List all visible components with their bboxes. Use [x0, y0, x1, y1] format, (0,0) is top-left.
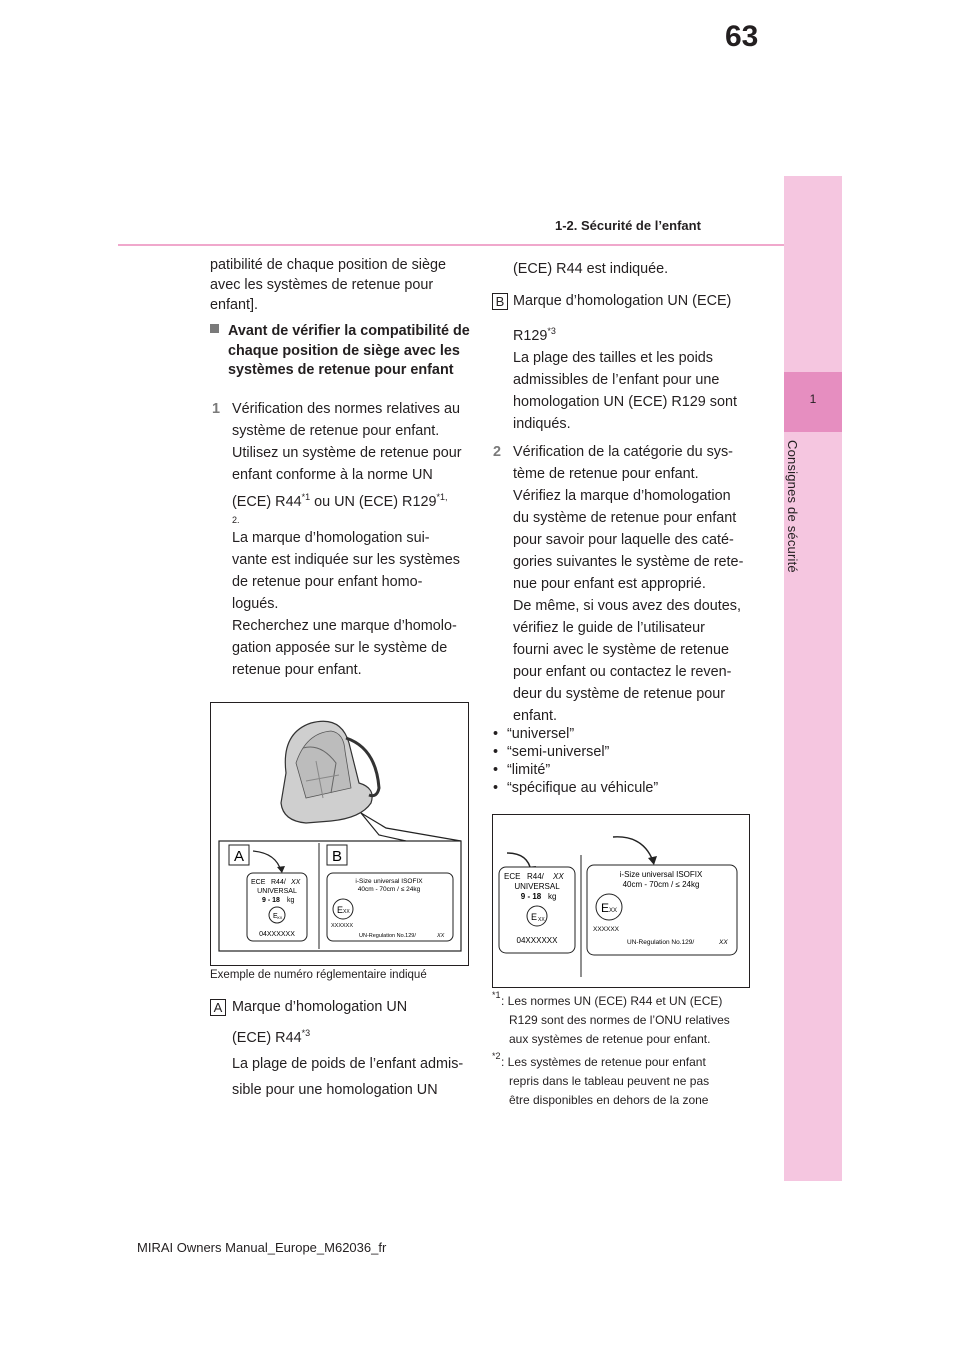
- item-b: [492, 290, 772, 435]
- item-b-label: B: [492, 293, 508, 310]
- footnote-ref: *1,: [436, 492, 448, 502]
- step-number: 2: [493, 444, 502, 460]
- step-text: La marque d’homologation sui-: [232, 529, 430, 546]
- step-text: deur du système de retenue pour: [513, 686, 725, 702]
- footnote-ref: 2.: [232, 514, 240, 525]
- step-text: [232, 486, 470, 513]
- footnote-text: être disponibles en dehors de la zone: [509, 1093, 709, 1107]
- label-weight-unit: kg: [548, 892, 557, 901]
- footnote-mark: *1: [492, 990, 501, 1000]
- step-text: système de retenue pour enfant.: [232, 423, 440, 439]
- page-number: 63: [725, 20, 759, 53]
- item-b-text-part: R129: [513, 327, 548, 344]
- item-a-text: sible pour une homologation UN: [232, 1081, 438, 1098]
- item-a-text: Marque d’homologation UN: [232, 999, 408, 1015]
- list-item: • “semi-universel”: [493, 743, 763, 761]
- list-item: • “universel”: [493, 725, 763, 743]
- figure-label-b: B: [331, 848, 343, 865]
- step-1: [212, 398, 470, 681]
- label-figure: [492, 814, 750, 988]
- step-text: fourni avec le système de retenue: [513, 642, 729, 658]
- item-a-text: [232, 1022, 470, 1049]
- step-text: gation apposée sur le système de: [232, 639, 448, 656]
- label-e-mark-xx: XX: [538, 917, 545, 923]
- footnote-text: aux systèmes de retenue pour enfant.: [509, 1032, 711, 1046]
- label-e-mark-large-xx: XX: [343, 909, 350, 915]
- label-e-mark-large-xx: XX: [609, 908, 618, 914]
- label-weight-range: 9 - 18: [520, 892, 542, 901]
- step-text: Vérification de la catégorie du sys-: [513, 444, 733, 460]
- child-seat-illustration: [211, 703, 468, 965]
- label-e-mark-large: E: [601, 901, 610, 915]
- header-rule: [118, 244, 784, 246]
- step-text: Utilisez un système de retenue pour: [232, 445, 462, 461]
- list-item: • “limité”: [493, 761, 763, 779]
- child-seat-figure: [210, 702, 469, 966]
- footnote-2: [492, 1053, 762, 1110]
- label-r44: R44/: [527, 872, 544, 881]
- item-b-text: admissibles de l’enfant pour une: [513, 371, 720, 388]
- footnote-text: R129 sont des normes de l’ONU relatives: [509, 1013, 730, 1027]
- section-title: 1-2. Sécurité de l’enfant: [555, 218, 701, 233]
- label-weight-unit: kg: [287, 897, 295, 904]
- chapter-number: 1: [809, 392, 817, 406]
- category-list: [493, 725, 763, 797]
- label-isize-range: 40cm - 70cm / ≤ 24kg: [357, 886, 421, 893]
- step-text: De même, si vous avez des doutes,: [513, 598, 741, 614]
- label-isize-code: XXXXXX: [331, 923, 354, 929]
- step-text: Vérifiez la marque d’homologation: [513, 488, 731, 504]
- step-number: 1: [212, 401, 221, 417]
- step-text: de retenue pour enfant homo-: [232, 573, 423, 590]
- label-weight-range: 9 - 18: [262, 897, 280, 904]
- footnote-ref: *3: [547, 326, 556, 336]
- item-a: [210, 996, 470, 1101]
- step-text: pour savoir pour laquelle des caté-: [513, 532, 734, 548]
- item-a-text-part: (ECE) R44: [232, 1029, 302, 1046]
- item-a-label: A: [210, 999, 226, 1016]
- step-text: logués.: [232, 595, 279, 612]
- label-approval-no: 04XXXXXX: [516, 936, 558, 945]
- label-e-mark: E: [531, 912, 538, 922]
- figure-caption: Exemple de numéro réglementaire indiqué: [210, 969, 427, 981]
- step-text: gories suivantes le système de rete-: [513, 554, 744, 570]
- label-isize-range: 40cm - 70cm / ≤ 24kg: [622, 880, 700, 889]
- label-r44-xx: XX: [291, 879, 301, 886]
- step-text: tème de retenue pour enfant.: [513, 466, 699, 482]
- section-heading: [210, 322, 470, 381]
- footnote-ref: *1: [301, 492, 311, 502]
- label-e-mark-large: E: [337, 905, 344, 915]
- label-approval-no: 04XXXXXX: [259, 931, 295, 938]
- label-isize: i-Size universal ISOFIX: [619, 870, 703, 879]
- label-isize-code: XXXXXX: [593, 926, 620, 933]
- item-b-text: La plage des tailles et les poids: [513, 349, 714, 366]
- chapter-title: Consignes de sécurité: [785, 440, 800, 573]
- figure-label-a: A: [233, 848, 245, 865]
- footnote-text: : Les systèmes de retenue pour enfant: [501, 1055, 706, 1069]
- step-text: vérifiez le guide de l’utilisateur: [513, 620, 705, 636]
- label-e-mark: E: [273, 913, 278, 920]
- step-text: pour enfant ou contactez le reven-: [513, 664, 732, 680]
- item-a-continued: (ECE) R44 est indiquée.: [513, 261, 669, 277]
- label-un-reg-xx: XX: [437, 933, 445, 939]
- step-text: enfant conforme à la norme UN: [232, 467, 433, 483]
- step-text: vante est indiquée sur les systèmes: [232, 551, 460, 568]
- heading-text: Avant de vérifier la compatibilité de chaque position de siège avec les systèmes de retenue pour enfant: [228, 323, 470, 378]
- step-text-part: ou UN (ECE) R129: [310, 493, 437, 510]
- intro-paragraph: patibilité de chaque position de siège avec les systèmes de retenue pour enfant].: [210, 257, 447, 313]
- label-e-mark-xx: XX: [277, 915, 283, 920]
- label-universal: UNIVERSAL: [257, 888, 297, 895]
- footnote-text: repris dans le tableau peuvent ne pas: [509, 1074, 710, 1088]
- footnote-ref: *3: [301, 1028, 311, 1038]
- label-isize: i-Size universal ISOFIX: [355, 878, 423, 885]
- label-un-reg: UN-Regulation No.129/: [627, 939, 695, 946]
- approval-labels-illustration: [493, 815, 749, 987]
- label-un-reg-xx: XX: [719, 939, 728, 946]
- item-b-text: homologation UN (ECE) R129 sont: [513, 393, 737, 410]
- heading-square-icon: [210, 324, 219, 333]
- step-text: Recherchez une marque d’homolo-: [232, 617, 457, 634]
- step-2: [493, 441, 773, 727]
- page-footer: MIRAI Owners Manual_Europe_M62036_fr: [137, 1240, 387, 1255]
- label-r44-xx: XX: [553, 872, 564, 881]
- step-text: retenue pour enfant.: [232, 661, 362, 678]
- label-universal: UNIVERSAL: [514, 882, 560, 891]
- label-ece: ECE: [504, 872, 521, 881]
- item-a-text: La plage de poids de l’enfant admis-: [232, 1055, 464, 1072]
- step-text-part: (ECE) R44: [232, 493, 302, 510]
- list-item: • “spécifique au véhicule”: [493, 779, 763, 797]
- step-text: nue pour enfant est approprié.: [513, 576, 706, 592]
- footnote-text: : Les normes UN (ECE) R44 et UN (ECE): [501, 994, 723, 1008]
- footnote-mark: *2: [492, 1051, 501, 1061]
- step-text: Vérification des normes relatives au: [232, 401, 460, 417]
- step-text: enfant.: [513, 708, 558, 724]
- label-r44: R44/: [271, 879, 286, 886]
- footnote-1: [492, 992, 762, 1049]
- item-b-text: Marque d’homologation UN (ECE): [513, 293, 732, 309]
- label-ece: ECE: [251, 879, 266, 886]
- step-text: du système de retenue pour enfant: [513, 510, 737, 526]
- item-b-text: indiqués.: [513, 415, 571, 432]
- item-b-text: [513, 320, 772, 347]
- chapter-tab-band: [784, 176, 842, 1181]
- label-un-reg: UN-Regulation No.129/: [359, 933, 416, 939]
